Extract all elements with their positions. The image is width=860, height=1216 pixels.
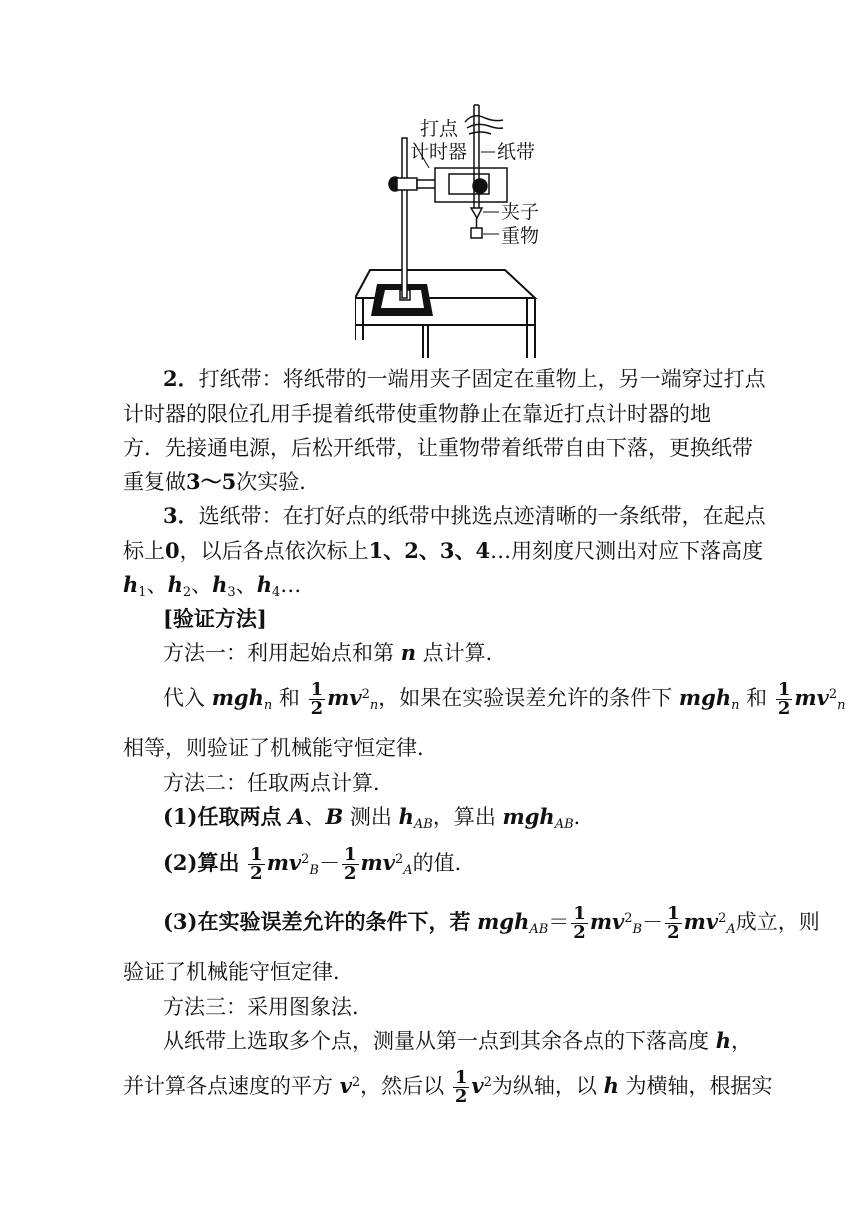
step3-line2: 标上0，以后各点依次标上1、2、3、4…用刻度尺测出对应下落高度 xyxy=(123,538,764,563)
method2-item2: (2)算出 $\frac{1}{2}$ $mv^2_B-$ $\frac{1}{2}$ $mv^2_A$的值． xyxy=(163,844,476,884)
step3-line3: $h_1$、$h_2$、$h_3$、$h_4\dots$ xyxy=(123,572,302,600)
method3-line: 方法三：采用图象法． xyxy=(163,995,373,1019)
verify-heading: [验证方法] xyxy=(163,606,267,631)
method3-para-line2: 并计算各点速度的平方 $v^2$，然后以 $\frac{1}{2}$ $v^2$为纵轴，以 h 为横轴，根据实 xyxy=(123,1067,773,1107)
step2-line1: 2．打纸带：将纸带的一端用夹子固定在重物上，另一端穿过打点 xyxy=(163,366,766,391)
fraction-half: $\frac{1}{2}$ xyxy=(573,903,586,943)
method1-conclusion: 相等，则验证了机械能守恒定律． xyxy=(123,736,438,760)
label-tape: 纸带 xyxy=(497,141,536,163)
hand-drawing xyxy=(465,116,503,134)
fraction-half: $\frac{1}{2}$ xyxy=(454,1067,468,1107)
method2-item3: (3)在实验误差允许的条件下，若 mgh$_{AB}$＝ $\frac{1}{2}$ $mv^2_B-$ $\frac{1}{2}$ $mv^2_A$成立，则 xyxy=(163,903,820,943)
step2-line4: 重复做3～5次实验． xyxy=(123,469,321,494)
step2-line2: 计时器的限位孔用手提着纸带使重物静止在靠近打点计时器的地 xyxy=(123,402,711,426)
label-weight: 重物 xyxy=(501,225,540,247)
fraction-half: $\frac{1}{2}$ xyxy=(667,903,680,943)
method2-conclusion: 验证了机械能守恒定律． xyxy=(123,960,354,984)
method2-line: 方法二：任取两点计算． xyxy=(163,771,394,795)
fraction-half: $\frac{1}{2}$ xyxy=(250,844,263,884)
step3-line1: 3．选纸带：在打好点的纸带中挑选点迹清晰的一条纸带，在起点 xyxy=(163,503,766,528)
method2-item1: (1)任取两点 A、B 测出 $h_{AB}$，算出 mgh$_{AB}$． xyxy=(163,804,595,832)
experiment-apparatus-diagram xyxy=(355,100,555,360)
label-clip: 夹子 xyxy=(501,201,540,223)
label-timer-2: 计时器 xyxy=(410,141,468,163)
method1-line: 方法一：利用起始点和第 n 点计算． xyxy=(163,640,507,665)
method1-formula-line: 代入 mgh$_n$ 和 $\frac{1}{2}$ $mv^2_n$，如果在实验误差允许的条件下 mgh$_n$ 和 $\frac{1}{2}$ $mv^2_n$ xyxy=(163,679,846,719)
label-timer-1: 打点 xyxy=(420,118,459,140)
method3-para-line1: 从纸带上选取多个点，测量从第一点到其余各点的下落高度 h， xyxy=(163,1028,752,1053)
fraction-half: $\frac{1}{2}$ xyxy=(310,679,324,719)
timer-box xyxy=(435,168,507,202)
clip-and-weight xyxy=(471,208,482,238)
fraction-half: $\frac{1}{2}$ xyxy=(343,844,357,884)
stand-rod xyxy=(402,138,407,298)
step2-line3: 方．先接通电源，后松开纸带，让重物带着纸带自由下落，更换纸带 xyxy=(123,436,753,460)
fraction-half: $\frac{1}{2}$ xyxy=(777,679,791,719)
